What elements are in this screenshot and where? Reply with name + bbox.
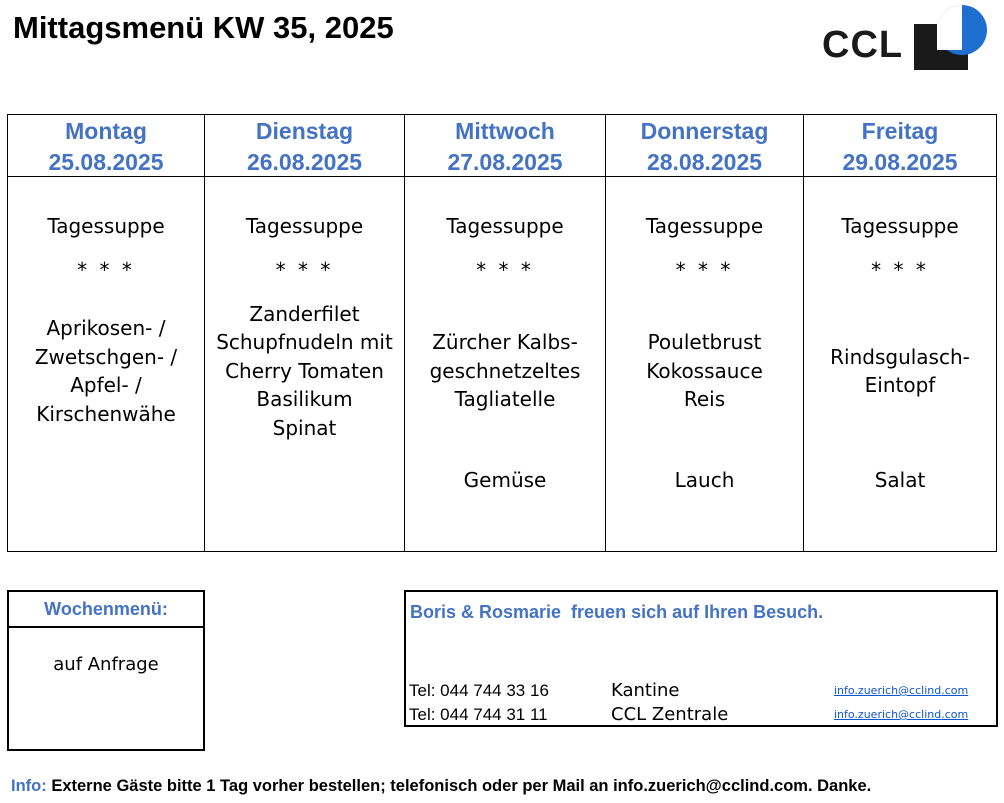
contact-row <box>406 680 996 702</box>
day-date: 25.08.2025 <box>48 149 164 175</box>
day-name: Montag <box>65 118 147 144</box>
soup-label: Tagessuppe <box>645 214 764 238</box>
contact-email-link[interactable]: info.zuerich@cclind.com <box>834 708 969 721</box>
day-menu <box>804 177 996 552</box>
day-menu <box>606 177 803 552</box>
info-label: Info: <box>11 777 47 795</box>
separator: * * * <box>77 258 135 282</box>
dish-line: Schupfnudeln mit <box>216 330 393 355</box>
separator: * * * <box>476 258 534 282</box>
day-column-freitag <box>804 115 996 551</box>
main-dish <box>606 297 803 445</box>
main-dish <box>804 297 996 445</box>
contact-phone: Tel: 044 744 31 11 <box>409 705 548 724</box>
day-menu <box>8 177 204 552</box>
separator: * * * <box>275 258 334 282</box>
day-header <box>8 115 204 177</box>
day-date: 28.08.2025 <box>646 149 763 175</box>
day-column-montag <box>8 115 205 551</box>
dish-line: Kirschenwähe <box>36 401 176 426</box>
wochenmenu-box <box>7 590 205 751</box>
dish-line: Aprikosen- / <box>46 316 166 340</box>
contact-box <box>404 590 998 727</box>
dish-line: Eintopf <box>864 373 936 397</box>
day-date: 26.08.2025 <box>246 149 363 175</box>
soup-label: Tagessuppe <box>47 214 165 238</box>
day-date: 27.08.2025 <box>447 149 563 175</box>
ccl-logo <box>822 4 990 72</box>
page-title: Mittagsmenü KW 35, 2025 <box>13 10 394 45</box>
info-footer <box>11 777 871 796</box>
dish-line: Reis <box>683 387 726 412</box>
contact-phone: Tel: 044 744 33 16 <box>409 681 549 700</box>
dish-line: Pouletbrust <box>647 330 762 355</box>
contact-name: Kantine <box>611 680 680 701</box>
soup-label: Tagessuppe <box>841 214 959 238</box>
contact-name: CCL Zentrale <box>611 704 729 725</box>
contact-row <box>406 704 996 726</box>
soup-label: Tagessuppe <box>446 214 564 238</box>
dish-line: Apfel- / <box>70 373 142 397</box>
dish-line: Rindsgulasch- <box>830 344 970 369</box>
side-dish: Salat <box>874 468 926 492</box>
side-dish: Gemüse <box>463 468 547 492</box>
main-dish <box>205 297 404 445</box>
wochenmenu-title: Wochenmenü: <box>9 592 203 628</box>
day-name: Freitag <box>861 118 939 144</box>
logo-text: CCL <box>822 24 904 66</box>
contact-email-link[interactable]: info.zuerich@cclind.com <box>834 684 969 697</box>
main-dish <box>405 297 605 445</box>
dish-line: Zanderfilet <box>249 301 360 326</box>
day-name: Mittwoch <box>455 118 555 144</box>
week-menu-table <box>7 114 997 552</box>
wochenmenu-text: auf Anfrage <box>53 654 159 675</box>
day-date: 29.08.2025 <box>842 149 958 175</box>
day-header <box>405 115 605 177</box>
separator: * * * <box>871 258 929 282</box>
day-header <box>804 115 996 177</box>
day-column-donnerstag <box>606 115 804 551</box>
dish-line: Spinat <box>272 415 337 440</box>
logo-mark-icon <box>912 4 990 72</box>
dish-line: Basilikum <box>256 387 353 412</box>
day-header <box>205 115 404 177</box>
info-text: Externe Gäste bitte 1 Tag vorher bestellen; telefonisch oder per Mail an info.zuerich@cclind.com. Danke. <box>51 777 872 795</box>
separator: * * * <box>675 258 734 282</box>
day-column-mittwoch <box>405 115 606 551</box>
main-dish <box>8 297 204 445</box>
dish-line: Tagliatelle <box>454 387 556 412</box>
day-menu <box>405 177 605 552</box>
day-name: Dienstag <box>255 118 354 144</box>
soup-label: Tagessuppe <box>245 214 364 238</box>
dish-line: Zwetschgen- / <box>34 344 178 369</box>
day-header <box>606 115 803 177</box>
dish-line: Zürcher Kalbs- <box>432 330 578 355</box>
day-menu <box>205 177 404 552</box>
contact-headline: Boris & Rosmarie freuen sich auf Ihren Besuch. <box>410 602 824 622</box>
dish-line: Cherry Tomaten <box>225 358 384 383</box>
dish-line: Kokossauce <box>646 358 763 383</box>
day-column-dienstag <box>205 115 405 551</box>
day-name: Donnerstag <box>640 118 769 144</box>
side-dish: Lauch <box>674 468 735 492</box>
dish-line: geschnetzeltes <box>429 358 581 383</box>
